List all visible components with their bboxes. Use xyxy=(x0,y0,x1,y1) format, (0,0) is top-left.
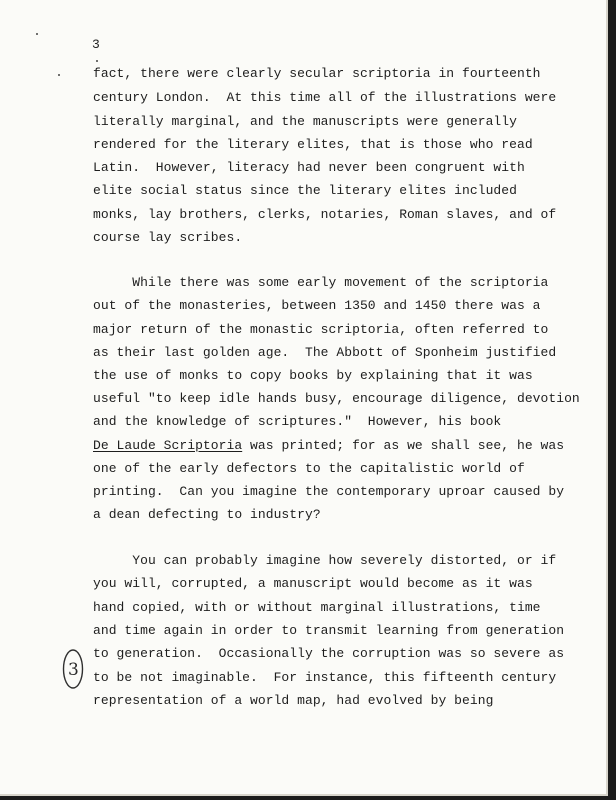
text-line: out of the monasteries, between 1350 and 1450 there was a xyxy=(93,298,541,313)
text-line: century London. At this time all of the illustrations were xyxy=(93,90,557,105)
text-line: You can probably imagine how severely distorted, or if xyxy=(93,553,557,568)
text-line: a dean defecting to industry? xyxy=(93,507,321,522)
text-line: printing. Can you imagine the contemporary uproar caused by xyxy=(93,484,565,499)
book-title: De Laude Scriptoria xyxy=(93,438,243,453)
text-line: you will, corrupted, a manuscript would become as it was xyxy=(93,576,533,591)
margin-number: 3 xyxy=(68,660,79,680)
text-line: representation of a world map, had evolved by being xyxy=(93,693,494,708)
text-line: Latin. However, literacy had never been congruent with xyxy=(93,160,525,175)
text-line: literally marginal, and the manuscripts were generally xyxy=(93,114,517,129)
text-line: the use of monks to copy books by explaining that it was xyxy=(93,368,533,383)
text-line: as their last golden age. The Abbott of Sponheim justified xyxy=(93,345,557,360)
text-line: useful "to keep idle hands busy, encourage diligence, devotion xyxy=(93,391,580,406)
text-line: While there was some early movement of the scriptoria xyxy=(93,275,549,290)
text-line: and the knowledge of scriptures." However, his book xyxy=(93,414,502,429)
text-line: monks, lay brothers, clerks, notaries, Roman slaves, and of xyxy=(93,207,557,222)
text-line: and time again in order to transmit learning from generation xyxy=(93,623,565,638)
text-line: to be not imaginable. For instance, this fifteenth century xyxy=(93,670,557,685)
stray-mark xyxy=(36,33,38,35)
circled-margin-number xyxy=(62,648,84,690)
text-fragment: was printed; for as we shall see, he was xyxy=(242,438,565,453)
text-line: elite social status since the literary elites included xyxy=(93,183,517,198)
text-line: to generation. Occasionally the corruption was so severe as xyxy=(93,646,565,661)
text-line: rendered for the literary elites, that is those who read xyxy=(93,137,533,152)
text-line-with-title xyxy=(93,438,564,454)
stray-mark xyxy=(58,74,60,76)
stray-mark xyxy=(96,60,98,62)
page-number: 3 xyxy=(92,37,100,52)
text-line: major return of the monastic scriptoria, often referred to xyxy=(93,322,549,337)
text-line: course lay scribes. xyxy=(93,230,243,245)
text-line: hand copied, with or without marginal illustrations, time xyxy=(93,600,541,615)
text-line: one of the early defectors to the capitalistic world of xyxy=(93,461,525,476)
text-line: fact, there were clearly secular scriptoria in fourteenth xyxy=(93,66,541,81)
